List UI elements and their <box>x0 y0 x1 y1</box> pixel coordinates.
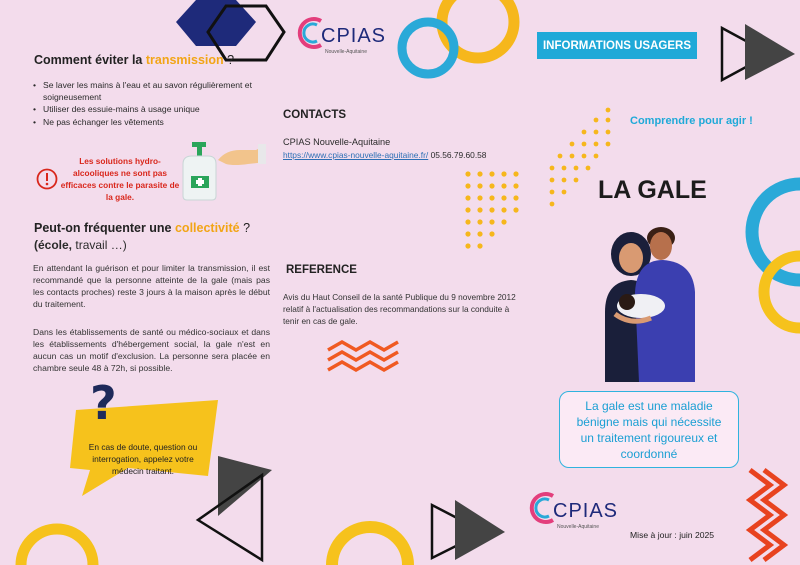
collectivite-subtitle: (école, travail …) <box>34 238 127 252</box>
list-item: • Utiliser des essuie-mains à usage unique <box>33 104 271 116</box>
contacts-line <box>283 150 486 160</box>
cpias-logo-name-bottom: CPIAS <box>553 500 619 522</box>
update-date: Mise à jour : juin 2025 <box>630 530 715 540</box>
warning-icon <box>36 168 58 190</box>
reference-text: Avis du Haut Conseil de la santé Publique du 9 novembre 2012 relatif à l'actualisation des recommandations sur la conduite à tenir en cas de gale. <box>283 292 516 326</box>
collectivite-paragraph-1: En attendant la guérison et pour limiter la transmission, il est recommandé que la personne atteinte de la gale (mais pas les contacts proches) reste 3 jours à la maison après le début du traitement. <box>33 263 270 309</box>
contacts-phone: 05.56.79.60.58 <box>428 150 487 160</box>
page-title: LA GALE <box>598 176 707 204</box>
transmission-title: Comment éviter la transmission ? <box>34 53 235 67</box>
collectivite-title: Peut-on fréquenter une collectivité ? <box>34 221 251 235</box>
contacts-website-link[interactable]: https://www.cpias-nouvelle-aquitaine.fr/ <box>283 150 429 160</box>
callout-box: La gale est une maladie bénigne mais qui nécessite un traitement rigoureux et coordonné <box>559 391 739 468</box>
cpias-logo-top <box>297 15 397 61</box>
question-mark-icon: ? <box>90 376 117 430</box>
collectivite-paragraph-2: Dans les établissements de santé ou médico-sociaux et dans les établissements d'hébergement social, la gale n'est en aucun cas un motif d'exclusion. La personne sera placée en chambre seule 48 à 72h, si possible. <box>33 327 270 373</box>
contacts-org: CPIAS Nouvelle-Aquitaine <box>283 137 391 147</box>
hand-sanitizer-icon <box>178 140 268 202</box>
cpias-logo-bottom <box>529 490 629 538</box>
transmission-bullets <box>33 80 271 129</box>
informations-usagers-badge: INFORMATIONS USAGERS <box>537 32 697 59</box>
reference-title: REFERENCE <box>286 264 357 276</box>
cpias-logo-sub-bottom: Nouvelle-Aquitaine <box>557 524 599 530</box>
tagline: Comprendre pour agir ! <box>630 115 753 127</box>
cpias-logo-sub: Nouvelle-Aquitaine <box>325 49 367 55</box>
left-panel <box>0 0 285 565</box>
middle-panel <box>275 0 535 565</box>
cpias-logo-name: CPIAS <box>321 25 387 47</box>
contacts-title: CONTACTS <box>283 109 347 121</box>
warning-text: Les solutions hydro-alcooliques ne sont pas efficaces contre le parasite de la gale. <box>60 156 180 202</box>
family-illustration <box>599 222 709 382</box>
list-item: • Se laver les mains à l'eau et au savon régulièrement et soigneusement <box>33 80 271 103</box>
doubt-text: En cas de doute, question ou interrogation, appelez votre médecin traitant. <box>88 442 198 476</box>
right-panel <box>535 0 800 565</box>
list-item: • Ne pas échanger les vêtements <box>33 117 271 129</box>
